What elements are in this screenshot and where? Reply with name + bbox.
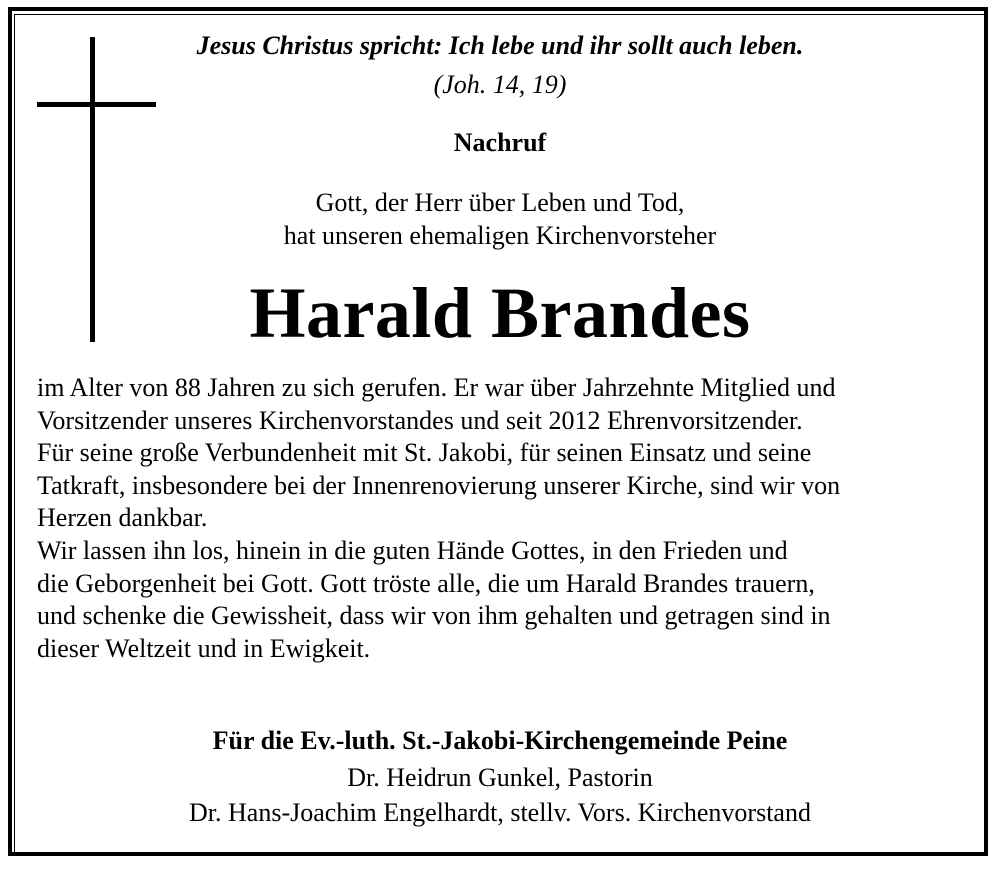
body-line: dieser Weltzeit und in Ewigkeit. (37, 633, 371, 663)
body-line: Tatkraft, insbesondere bei der Innenrenovierung unserer Kirche, sind wir von (37, 470, 841, 500)
signature-organization: Für die Ev.-luth. St.-Jakobi-Kirchengemeinde Peine (212, 726, 788, 755)
deceased-name: Harald Brandes (249, 273, 751, 353)
signature-signer-2: Dr. Hans-Joachim Engelhardt, stellv. Vors. Kirchenvorstand (189, 798, 811, 827)
body-line: die Geborgenheit bei Gott. Gott tröste alle, die um Harald Brandes trauern, (37, 568, 815, 598)
bible-verse: Jesus Christus spricht: Ich lebe und ihr sollt auch leben. (196, 31, 804, 60)
body-line: Für seine große Verbundenheit mit St. Jakobi, für seinen Einsatz und seine (37, 438, 812, 468)
cross-horizontal-beam (37, 102, 156, 107)
body-line: Herzen dankbar. (37, 503, 208, 533)
signature-signer-1: Dr. Heidrun Gunkel, Pastorin (347, 763, 653, 792)
body-line: und schenke die Gewissheit, dass wir von ihm gehalten und getragen sind in (37, 601, 831, 631)
obituary-heading: Nachruf (453, 128, 547, 157)
body-line: Wir lassen ihn los, hinein in die guten Hände Gottes, in den Frieden und (37, 535, 788, 565)
body-line: Vorsitzender unseres Kirchenvorstandes und seit 2012 Ehrenvorsitzender. (37, 405, 803, 435)
body-line: im Alter von 88 Jahren zu sich gerufen. Er war über Jahrzehnte Mitglied und (37, 373, 836, 402)
obituary-body (37, 372, 977, 665)
intro-line-2: hat unseren ehemaligen Kirchenvorsteher (283, 221, 717, 250)
bible-verse-reference: (Joh. 14, 19) (433, 70, 567, 99)
intro-line-1: Gott, der Herr über Leben und Tod, (315, 188, 685, 217)
